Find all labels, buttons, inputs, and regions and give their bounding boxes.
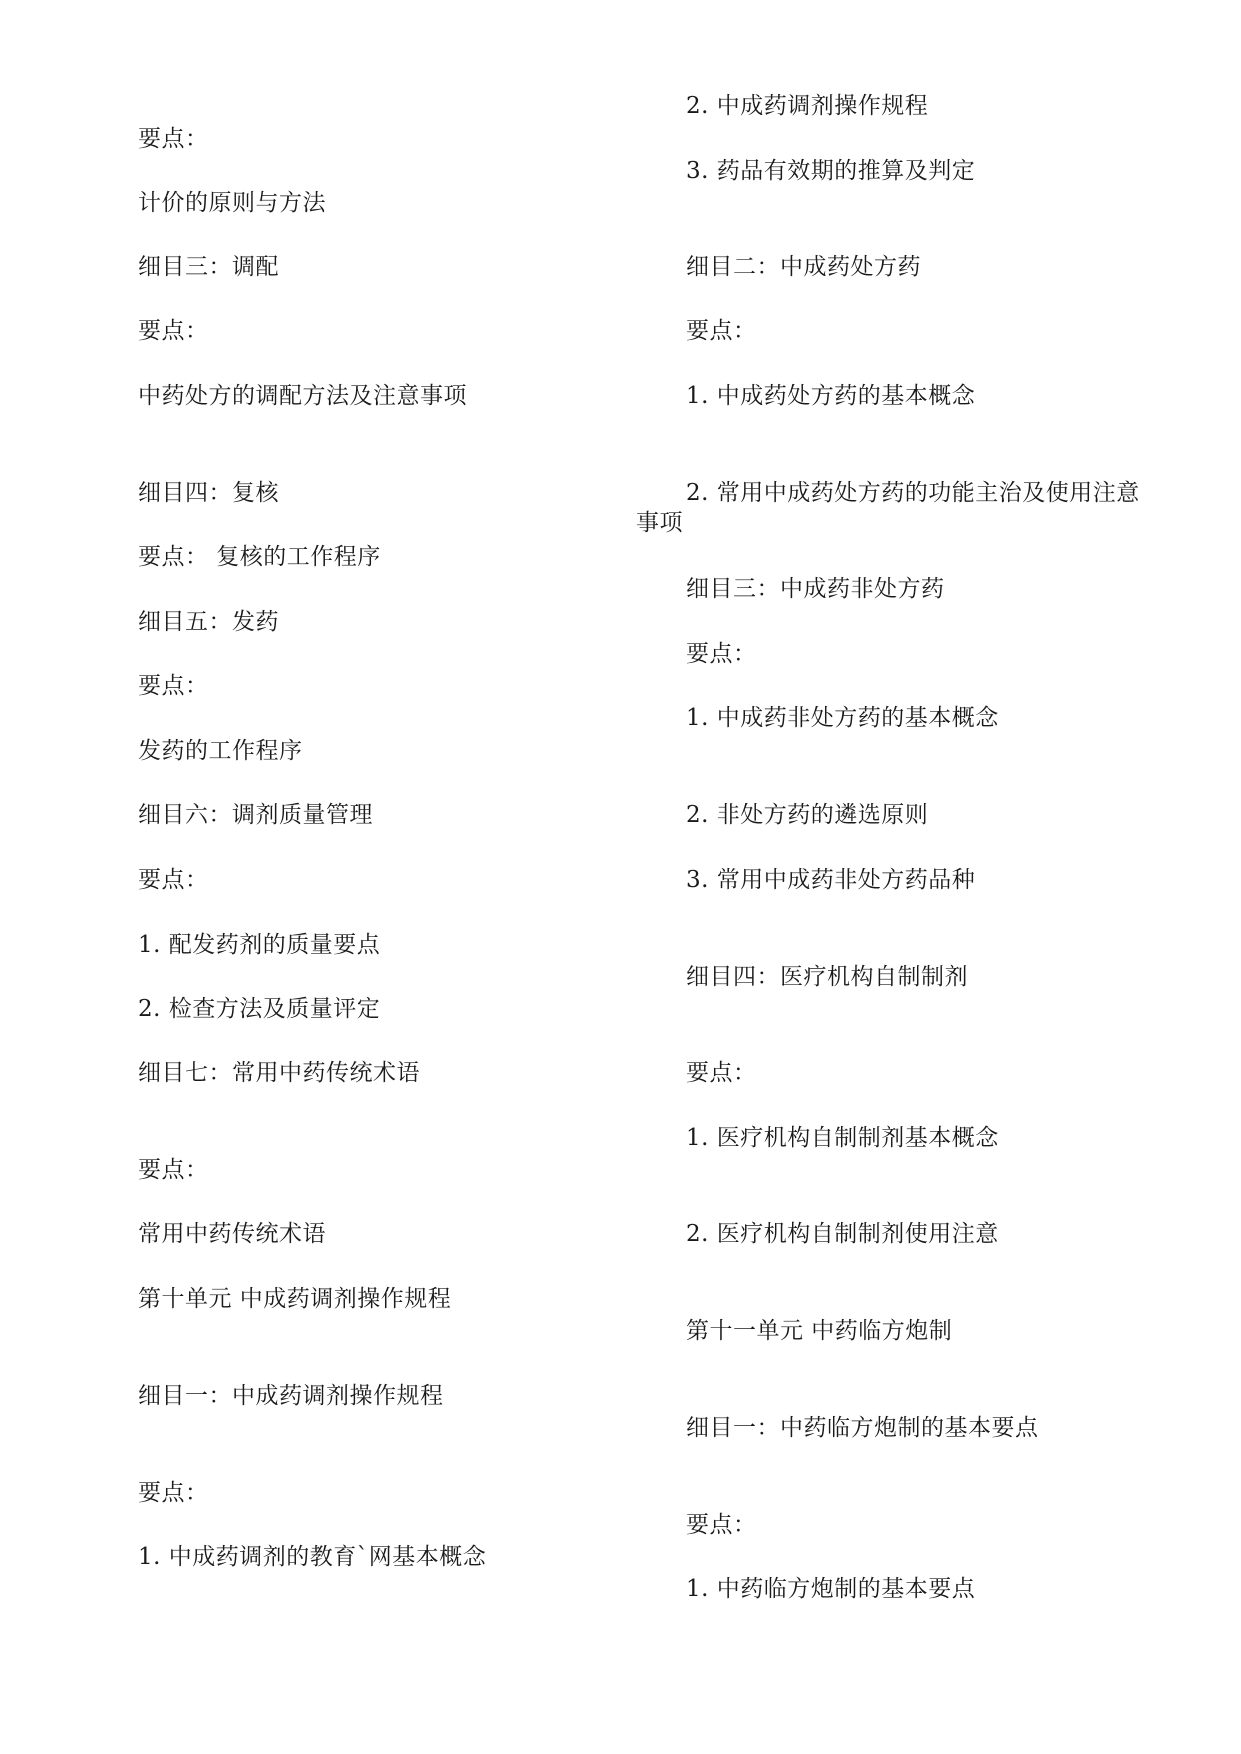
text-line: 1. 中成药处方药的基本概念: [686, 383, 976, 409]
text-line: 发药的工作程序: [138, 738, 303, 764]
text-line: 2. 检查方法及质量评定: [138, 996, 381, 1022]
section-heading: 细目七：常用中药传统术语: [138, 1060, 420, 1086]
text-line: 要点：: [138, 126, 209, 152]
text-line: 1. 中成药非处方药的基本概念: [686, 705, 999, 731]
text-line: 2. 中成药调剂操作规程: [686, 93, 929, 119]
text-line: 要点： 复核的工作程序: [138, 544, 381, 570]
text-line: 要点：: [686, 641, 757, 667]
section-heading: 细目一：中药临方炮制的基本要点: [686, 1415, 1039, 1441]
text-line: 要点：: [686, 1060, 757, 1086]
text-line: 3. 常用中成药非处方药品种: [686, 867, 976, 893]
text-line: 2. 医疗机构自制制剂使用注意: [686, 1221, 999, 1247]
text-line: 1. 中药临方炮制的基本要点: [686, 1576, 976, 1602]
section-heading: 细目四：复核: [138, 480, 279, 506]
text-line: 要点：: [138, 1480, 209, 1506]
text-line: 3. 药品有效期的推算及判定: [686, 158, 976, 184]
section-heading: 细目三：中成药非处方药: [686, 576, 945, 602]
section-heading: 细目四：医疗机构自制制剂: [686, 964, 968, 990]
unit-heading: 第十单元 中成药调剂操作规程: [138, 1286, 452, 1312]
text-line: 要点：: [138, 318, 209, 344]
section-heading: 细目三：调配: [138, 254, 279, 280]
text-line: 中药处方的调配方法及注意事项: [138, 383, 467, 409]
section-heading: 细目二：中成药处方药: [686, 254, 921, 280]
text-line: 要点：: [686, 1512, 757, 1538]
section-heading: 细目六：调剂质量管理: [138, 802, 373, 828]
text-line: 2. 非处方药的遴选原则: [686, 802, 929, 828]
unit-heading: 第十一单元 中药临方炮制: [686, 1318, 953, 1344]
section-heading: 细目五：发药: [138, 609, 279, 635]
text-line: 1. 中成药调剂的教育`网基本概念: [138, 1544, 487, 1570]
text-line: 1. 配发药剂的质量要点: [138, 932, 381, 958]
text-line: 计价的原则与方法: [138, 190, 326, 216]
text-line: 要点：: [686, 318, 757, 344]
text-line: 要点：: [138, 867, 209, 893]
text-line: 2. 常用中成药处方药的功能主治及使用注意事项: [636, 480, 1140, 536]
section-heading: 细目一：中成药调剂操作规程: [138, 1383, 444, 1409]
text-line: 常用中药传统术语: [138, 1221, 326, 1247]
text-line: 要点：: [138, 673, 209, 699]
text-line: 要点：: [138, 1157, 209, 1183]
text-line: 1. 医疗机构自制制剂基本概念: [686, 1125, 999, 1151]
